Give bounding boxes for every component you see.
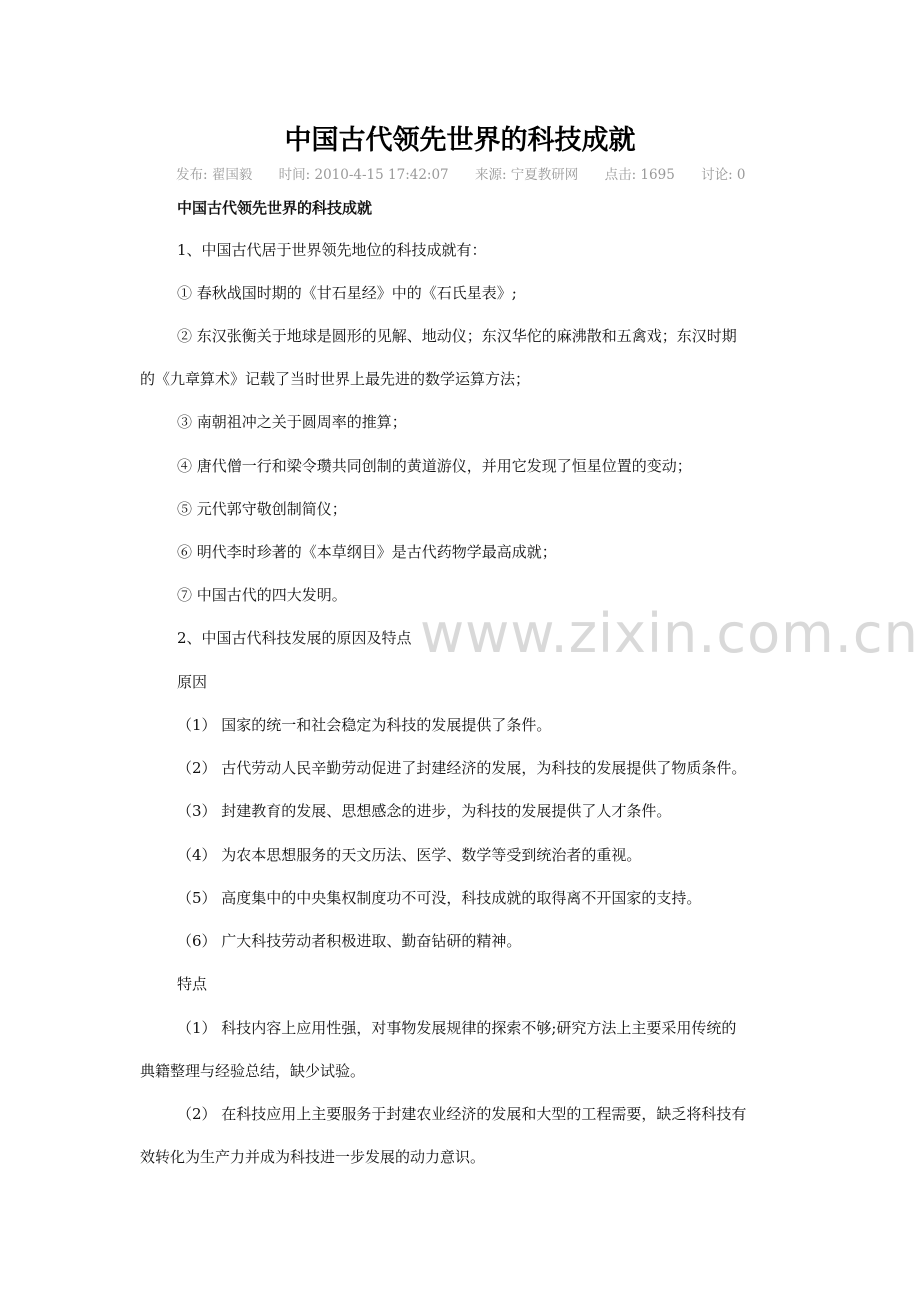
list-item: （1） 科技内容上应用性强，对事物发展规律的探索不够;研究方法上主要采用传统的 <box>177 1019 737 1037</box>
list-item-continuation: 的《九章算术》记载了当时世界上最先进的数学运算方法； <box>140 370 531 388</box>
list-item-continuation: 典籍整理与经验总结，缺少试验。 <box>140 1062 366 1080</box>
list-item: （4） 为农本思想服务的天文历法、医学、数学等受到统治者的重视。 <box>177 846 642 864</box>
meta-comments: 讨论: 0 <box>701 167 746 183</box>
list-item: ⑦ 中国古代的四大发明。 <box>177 586 347 604</box>
list-item: ④ 唐代僧一行和梁令瓒共同创制的黄道游仪，并用它发现了恒星位置的变动； <box>177 457 692 475</box>
list-item: ② 东汉张衡关于地球是圆形的见解、地动仪；东汉华佗的麻沸散和五禽戏；东汉时期 <box>177 327 737 345</box>
meta-time: 时间: 2010-4-15 17:42:07 <box>278 167 449 183</box>
list-item: （6） 广大科技劳动者积极进取、勤奋钻研的精神。 <box>177 932 522 950</box>
list-item: （5） 高度集中的中央集权制度功不可没，科技成就的取得离不开国家的支持。 <box>177 889 702 907</box>
article-subtitle: 中国古代领先世界的科技成就 <box>177 199 373 217</box>
article-meta <box>176 163 746 183</box>
meta-publisher: 发布: 翟国毅 <box>176 167 253 183</box>
article-title: 中国古代领先世界的科技成就 <box>284 125 636 156</box>
list-item: ③ 南朝祖冲之关于圆周率的推算； <box>177 413 407 431</box>
subsection-heading-reasons: 原因 <box>177 673 208 691</box>
meta-clicks: 点击: 1695 <box>604 167 675 183</box>
list-item: （1） 国家的统一和社会稳定为科技的发展提供了条件。 <box>177 716 552 734</box>
section-2-heading: 2、中国古代科技发展的原因及特点 <box>177 629 412 647</box>
subsection-heading-features: 特点 <box>177 975 208 993</box>
watermark: www.zixin.com.cn <box>420 602 919 665</box>
list-item: ① 春秋战国时期的《甘石星经》中的《石氏星表》; <box>177 284 517 302</box>
section-1-heading: 1、中国古代居于世界领先地位的科技成就有： <box>177 241 487 259</box>
meta-source: 来源: 宁夏教研网 <box>474 167 579 183</box>
list-item: （2） 在科技应用上主要服务于封建农业经济的发展和大型的工程需要，缺乏将科技有 <box>177 1105 747 1123</box>
list-item: （3） 封建教育的发展、思想感念的进步，为科技的发展提供了人才条件。 <box>177 802 672 820</box>
list-item: （2） 古代劳动人民辛勤劳动促进了封建经济的发展，为科技的发展提供了物质条件。 <box>177 759 747 777</box>
list-item: ⑤ 元代郭守敬创制简仪； <box>177 500 347 518</box>
list-item: ⑥ 明代李时珍著的《本草纲目》是古代药物学最高成就； <box>177 543 557 561</box>
list-item-continuation: 效转化为生产力并成为科技进一步发展的动力意识。 <box>140 1148 486 1166</box>
